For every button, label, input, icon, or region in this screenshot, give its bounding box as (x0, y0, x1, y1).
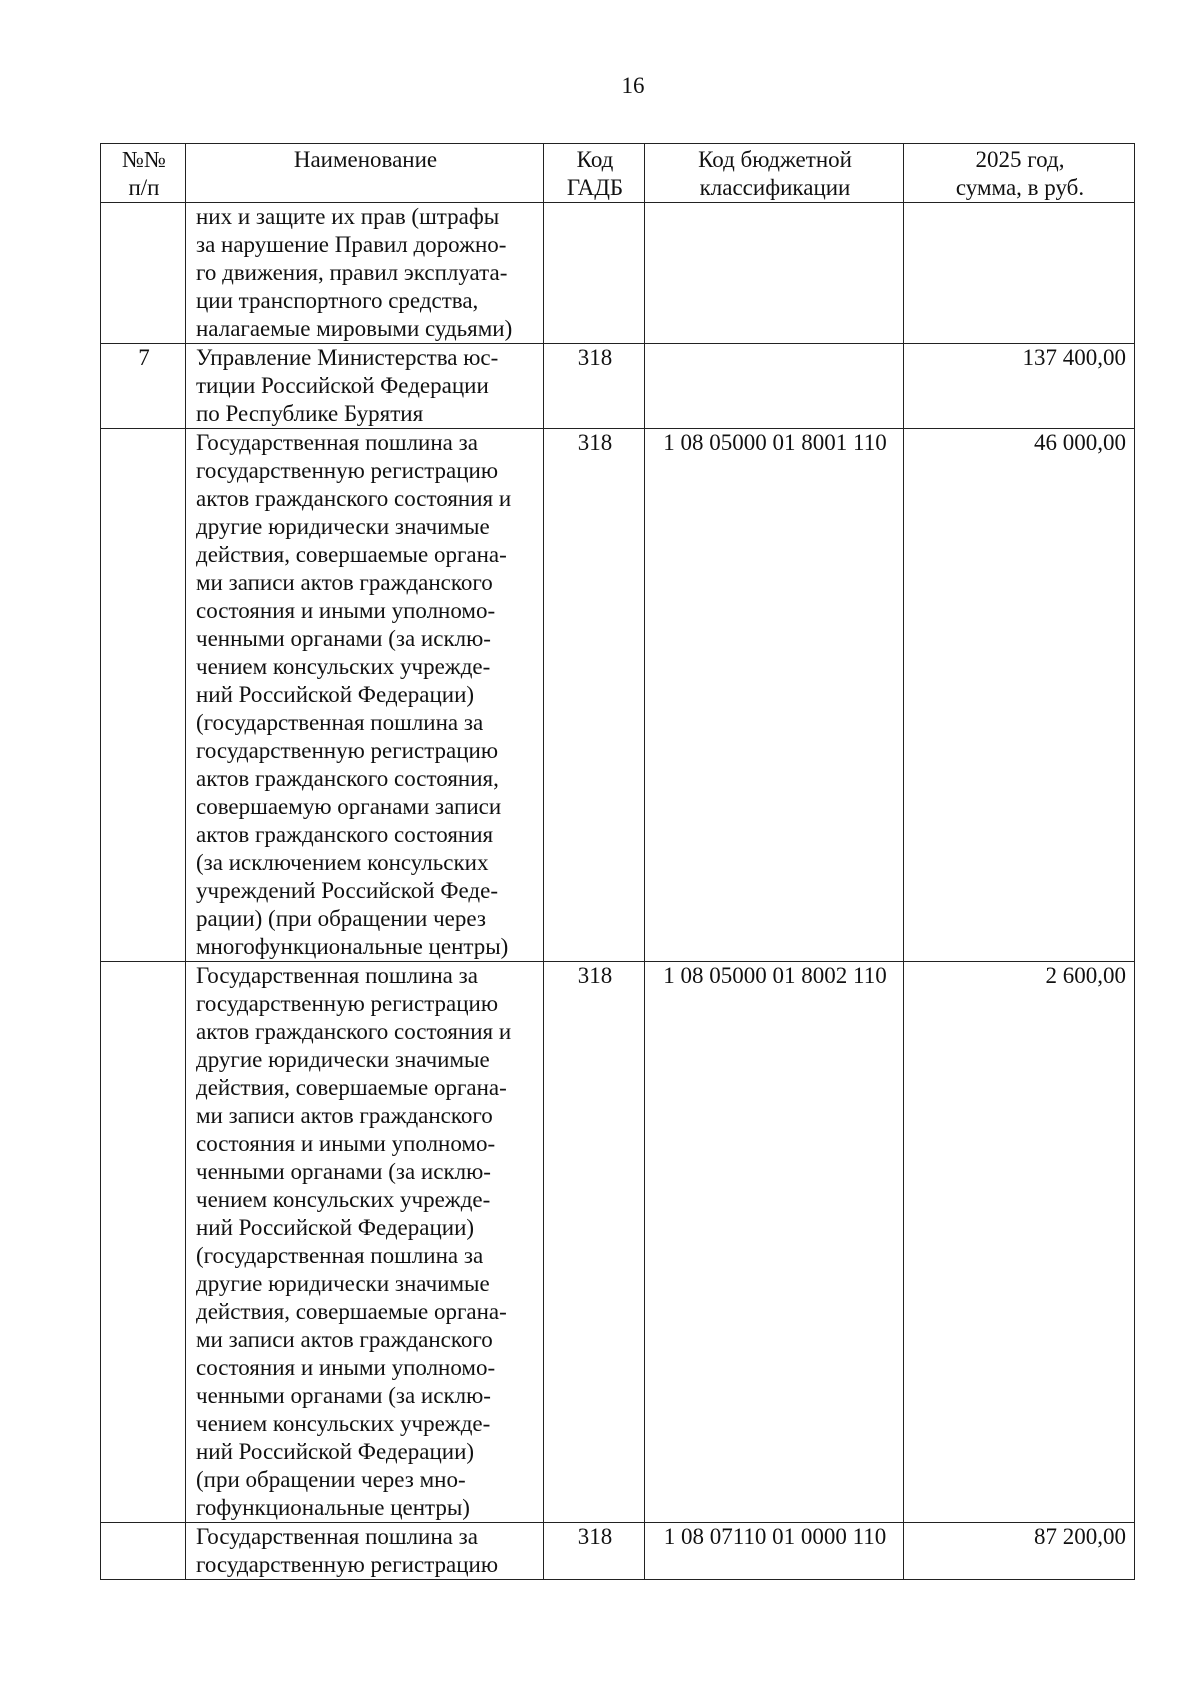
gadb-code-cell: 318 (544, 1523, 645, 1580)
gadb-code-cell: 318 (544, 429, 645, 962)
name-line: действия, совершаемые органа- (196, 542, 507, 567)
table-header-row (101, 144, 1135, 203)
name-line: действия, совершаемые органа- (196, 1299, 507, 1324)
name-line: налагаемые мировыми судьями) (196, 316, 513, 341)
name-line: по Республике Бурятия (196, 401, 424, 426)
name-cell (186, 344, 544, 429)
name-line: государственную регистрацию (196, 458, 499, 483)
table-row (101, 1523, 1135, 1580)
header-gadb (544, 144, 645, 203)
name-line: чением консульских учрежде- (196, 1187, 491, 1212)
table-row (101, 203, 1135, 344)
name-line: Управление Министерства юс- (196, 345, 499, 370)
header-gadb-line: Код (576, 147, 614, 172)
row-number-cell (101, 203, 186, 344)
budget-classification-code-cell (645, 344, 904, 429)
budget-classification-code-cell (645, 203, 904, 344)
name-cell (186, 962, 544, 1523)
name-line: ми записи актов гражданского (196, 1103, 493, 1128)
header-kbk-line: Код бюджетной (698, 147, 852, 172)
gadb-code-cell (544, 203, 645, 344)
row-number-cell (101, 429, 186, 962)
header-sum-line: 2025 год, (975, 147, 1065, 172)
name-line: государственную регистрацию (196, 991, 499, 1016)
amount-cell: 2 600,00 (904, 962, 1135, 1523)
name-line: них и защите их прав (штрафы (196, 204, 500, 229)
amount-cell: 46 000,00 (904, 429, 1135, 962)
header-name (186, 144, 544, 203)
name-cell (186, 203, 544, 344)
name-line: другие юридически значимые (196, 1271, 490, 1296)
name-line: ми записи актов гражданского (196, 570, 493, 595)
header-num (101, 144, 186, 203)
name-line: ний Российской Федерации) (196, 682, 475, 707)
name-line: гофункциональные центры) (196, 1495, 470, 1520)
name-line: (при обращении через мно- (196, 1467, 466, 1492)
name-line: ченными органами (за исклю- (196, 626, 491, 651)
header-kbk (645, 144, 904, 203)
name-line: учреждений Российской Феде- (196, 878, 498, 903)
header-sum (904, 144, 1135, 203)
table-row (101, 429, 1135, 962)
header-gadb-line: ГАДБ (566, 175, 624, 200)
header-num-line: п/п (128, 175, 160, 200)
header-name-line: Наименование (293, 147, 438, 172)
name-line: актов гражданского состояния и (196, 486, 512, 511)
gadb-code-cell: 318 (544, 344, 645, 429)
row-number-cell (101, 962, 186, 1523)
name-line: (государственная пошлина за (196, 710, 484, 735)
amount-cell: 137 400,00 (904, 344, 1135, 429)
gadb-code-cell: 318 (544, 962, 645, 1523)
name-line: состояния и иными уполномо- (196, 598, 496, 623)
table-body (101, 203, 1135, 1580)
name-line: многофункциональные центры) (196, 934, 509, 959)
name-line: ченными органами (за исклю- (196, 1159, 491, 1184)
header-num-line: №№ (122, 147, 166, 172)
name-line: актов гражданского состояния, (196, 766, 499, 791)
name-line: (за исключением консульских (196, 850, 489, 875)
name-line: чением консульских учрежде- (196, 654, 491, 679)
table-row (101, 962, 1135, 1523)
name-line: действия, совершаемые органа- (196, 1075, 507, 1100)
name-line: состояния и иными уполномо- (196, 1355, 496, 1380)
header-kbk-line: классификации (699, 175, 851, 200)
budget-classification-code-cell: 1 08 05000 01 8001 110 (645, 429, 904, 962)
budget-classification-code-cell: 1 08 05000 01 8002 110 (645, 962, 904, 1523)
name-line: Государственная пошлина за (196, 1524, 478, 1549)
name-line: Государственная пошлина за (196, 430, 478, 455)
name-line: рации) (при обращении через (196, 906, 486, 931)
name-line: ченными органами (за исклю- (196, 1383, 491, 1408)
page-number: 16 (621, 73, 645, 98)
name-line: государственную регистрацию (196, 738, 499, 763)
name-line: го движения, правил эксплуата- (196, 260, 508, 285)
name-line: ми записи актов гражданского (196, 1327, 493, 1352)
name-line: ции транспортного средства, (196, 288, 479, 313)
revenue-table (100, 143, 1135, 1580)
budget-classification-code-cell: 1 08 07110 01 0000 110 (645, 1523, 904, 1580)
name-line: ний Российской Федерации) (196, 1215, 475, 1240)
name-line: тиции Российской Федерации (196, 373, 489, 398)
name-cell (186, 1523, 544, 1580)
name-line: другие юридически значимые (196, 514, 490, 539)
name-line: за нарушение Правил дорожно- (196, 232, 507, 257)
name-line: ний Российской Федерации) (196, 1439, 475, 1464)
name-cell (186, 429, 544, 962)
name-line: актов гражданского состояния и (196, 1019, 512, 1044)
name-line: Государственная пошлина за (196, 963, 478, 988)
name-line: совершаемую органами записи (196, 794, 502, 819)
amount-cell: 87 200,00 (904, 1523, 1135, 1580)
name-line: другие юридически значимые (196, 1047, 490, 1072)
header-sum-line: сумма, в руб. (955, 175, 1085, 200)
name-line: актов гражданского состояния (196, 822, 494, 847)
row-number-cell: 7 (101, 344, 186, 429)
name-line: состояния и иными уполномо- (196, 1131, 496, 1156)
name-line: чением консульских учрежде- (196, 1411, 491, 1436)
name-line: государственную регистрацию (196, 1552, 499, 1577)
name-line: (государственная пошлина за (196, 1243, 484, 1268)
amount-cell (904, 203, 1135, 344)
table-row (101, 344, 1135, 429)
row-number-cell (101, 1523, 186, 1580)
